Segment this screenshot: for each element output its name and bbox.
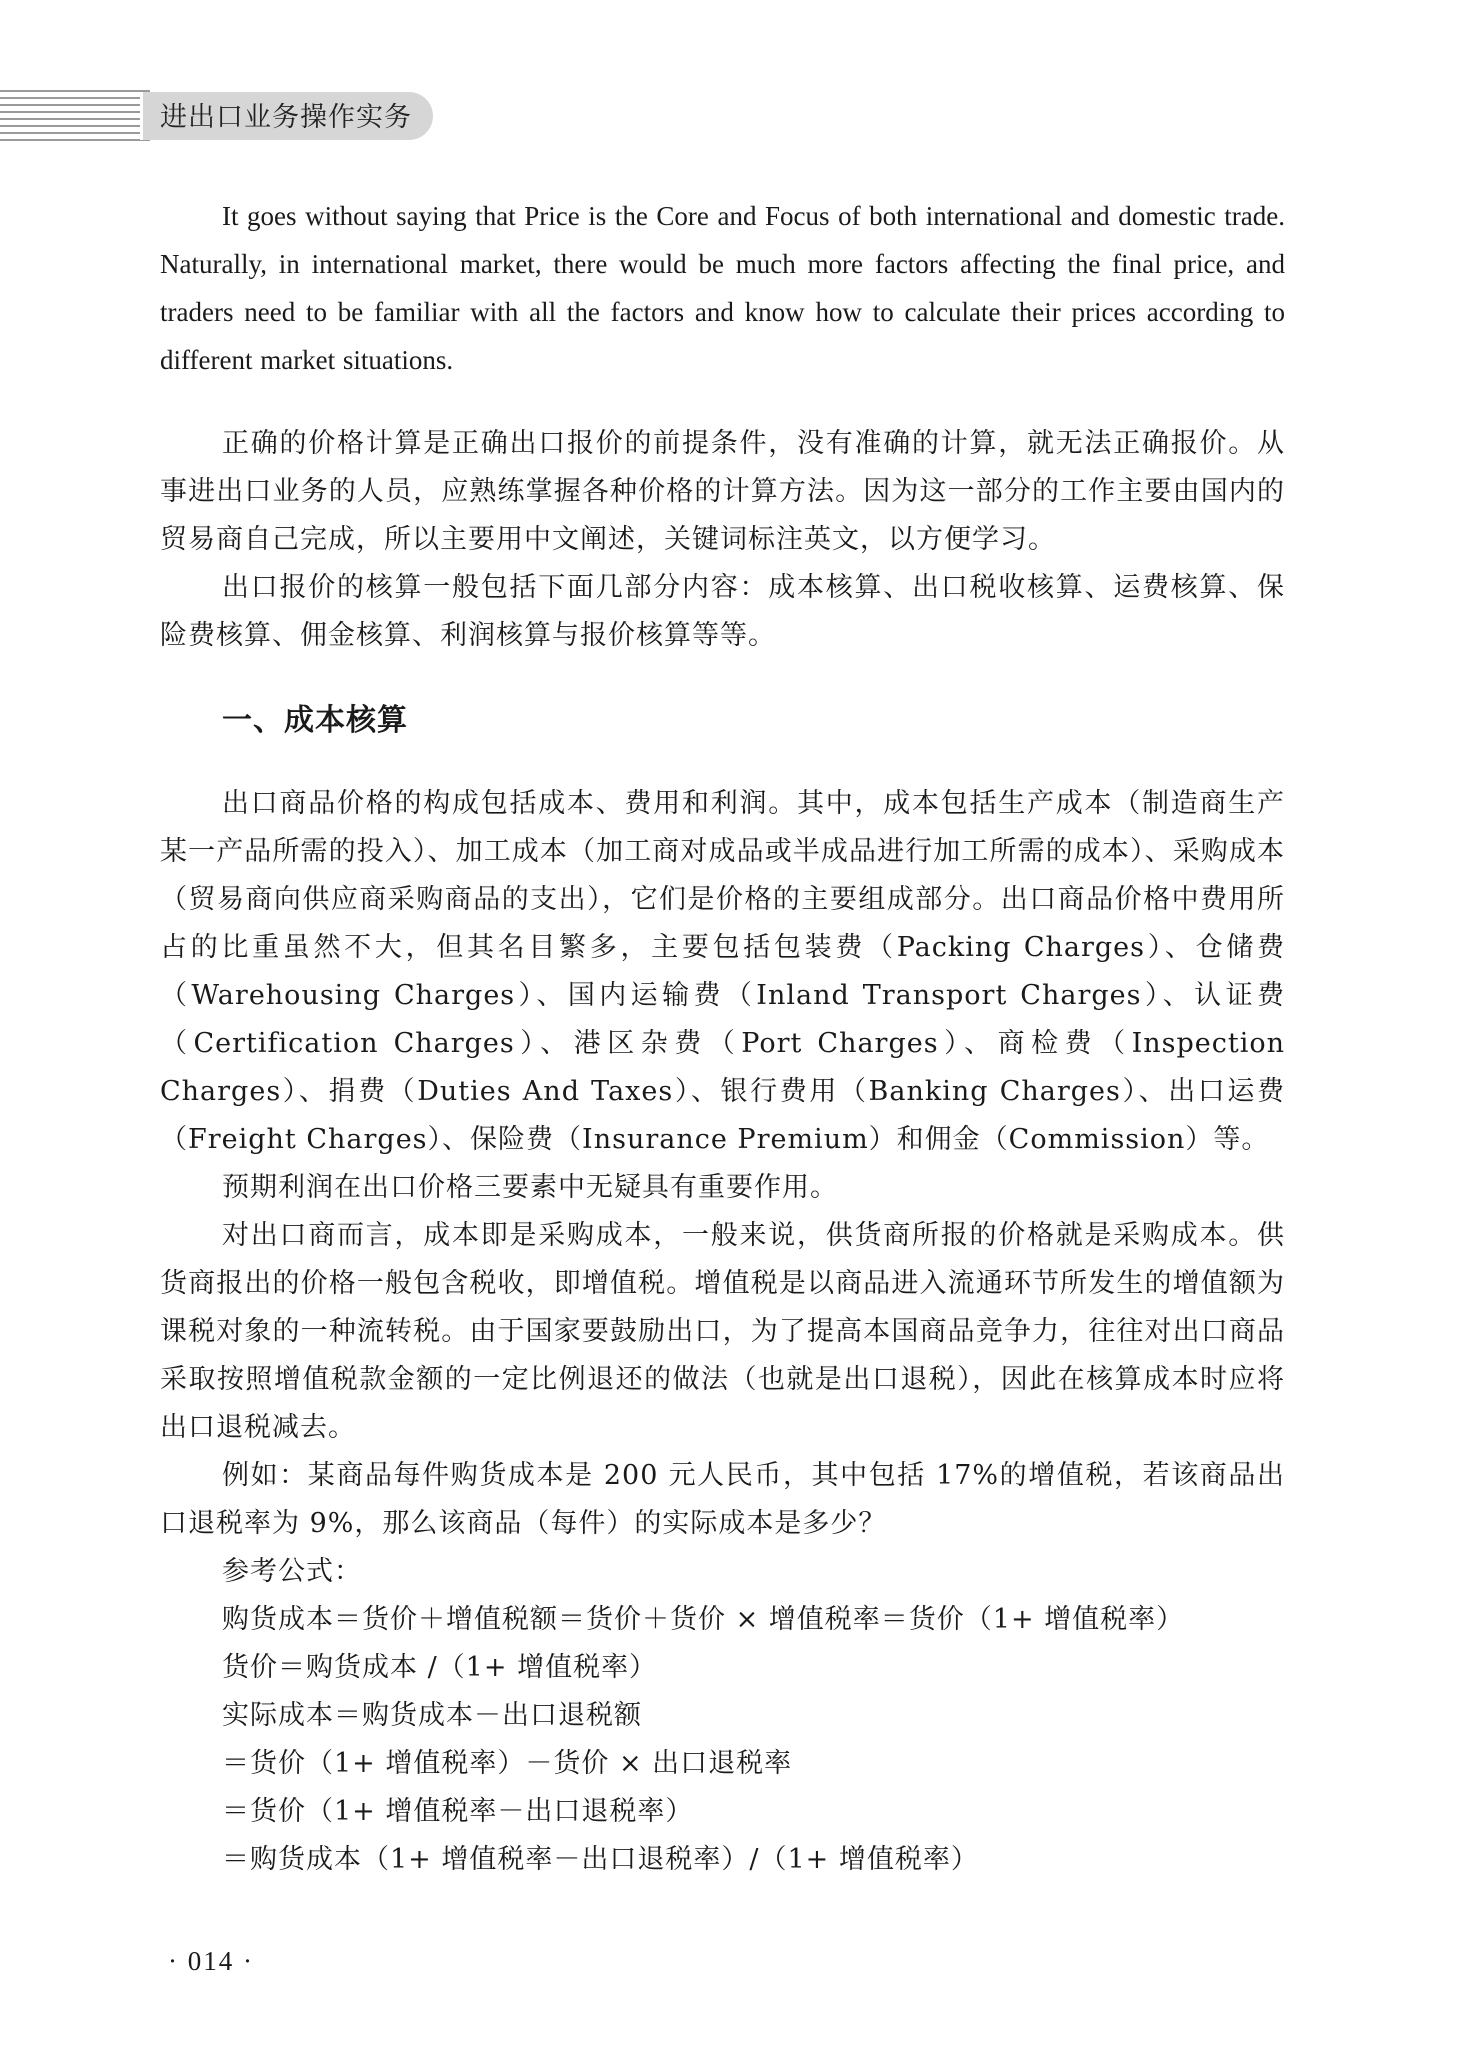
intro-english-paragraph: It goes without saying that Price is the Core and Focus of both international and domestic trade. Naturally, in international market, there would be much more factors affecting the final price, and traders need to be familiar with all the factors and know how to calculate their prices according to different market situations. [160,201,1285,375]
formula-label: 参考公式： [222,1556,362,1587]
formula-line-1: 购货成本＝货价＋增值税额＝货价＋货价 × 增值税率＝货价（1+ 增值税率） [222,1604,1185,1635]
formula-line-6: ＝购货成本（1+ 增值税率－出口退税率）/（1+ 增值税率） [222,1844,979,1875]
formula-line-5: ＝货价（1+ 增值税率－出口退税率） [222,1796,694,1827]
book-title: 进出口业务操作实务 [160,102,412,133]
cost-paragraph-1: 出口商品价格的构成包括成本、费用和利润。其中，成本包括生产成本（制造商生产某一产品所需的投入）、加工成本（加工商对成品或半成品进行加工所需的成本）、采购成本（贸易商向供应商采购商品的支出），它们是价格的主要组成部分。出口商品价格中费用所占的比重虽然不大，但其名目繁多，主要包括包装费（Packing Charges）、仓储费（Warehousing Charges）、国内运输费（Inland Transport Charges）、认证费（Certification Charges）、港区杂费（Port Charges）、商检费（Inspection Charges）、捐费（Duties And Taxes）、银行费用（Banking Charges）、出口运费（Freight Charges）、保险费（Insurance Premium）和佣金（Commission）等。 [160,788,1285,1155]
intro-chinese-paragraph-2: 出口报价的核算一般包括下面几部分内容：成本核算、出口税收核算、运费核算、保险费核算、佣金核算、利润核算与报价核算等等。 [160,572,1285,651]
running-header [0,90,440,142]
page-body [160,192,1285,1884]
cost-paragraph-3: 对出口商而言，成本即是采购成本，一般来说，供货商所报的价格就是采购成本。供货商报出的价格一般包含税收，即增值税。增值税是以商品进入流通环节所发生的增值额为课税对象的一种流转税。由于国家要鼓励出口，为了提高本国商品竞争力，往往对出口商品采取按照增值税款金额的一定比例退还的做法（也就是出口退税），因此在核算成本时应将出口退税减去。 [160,1220,1285,1443]
page-number: · 014 · [168,1946,254,1976]
section-heading: 一、成本核算 [222,703,408,738]
header-decorative-lines [0,90,150,142]
formula-line-2: 货价＝购货成本 /（1+ 增值税率） [222,1652,658,1683]
formula-line-4: ＝货价（1+ 增值税率）－货价 × 出口退税率 [222,1748,793,1779]
intro-chinese-paragraph-1: 正确的价格计算是正确出口报价的前提条件，没有准确的计算，就无法正确报价。从事进出口业务的人员，应熟练掌握各种价格的计算方法。因为这一部分的工作主要由国内的贸易商自己完成，所以主要用中文阐述，关键词标注英文，以方便学习。 [160,428,1285,555]
formula-line-3: 实际成本＝购货成本－出口退税额 [222,1700,642,1731]
example-paragraph: 例如：某商品每件购货成本是 200 元人民币，其中包括 17%的增值税，若该商品出口退税率为 9%，那么该商品（每件）的实际成本是多少？ [160,1460,1285,1539]
cost-paragraph-2: 预期利润在出口价格三要素中无疑具有重要作用。 [222,1172,838,1203]
